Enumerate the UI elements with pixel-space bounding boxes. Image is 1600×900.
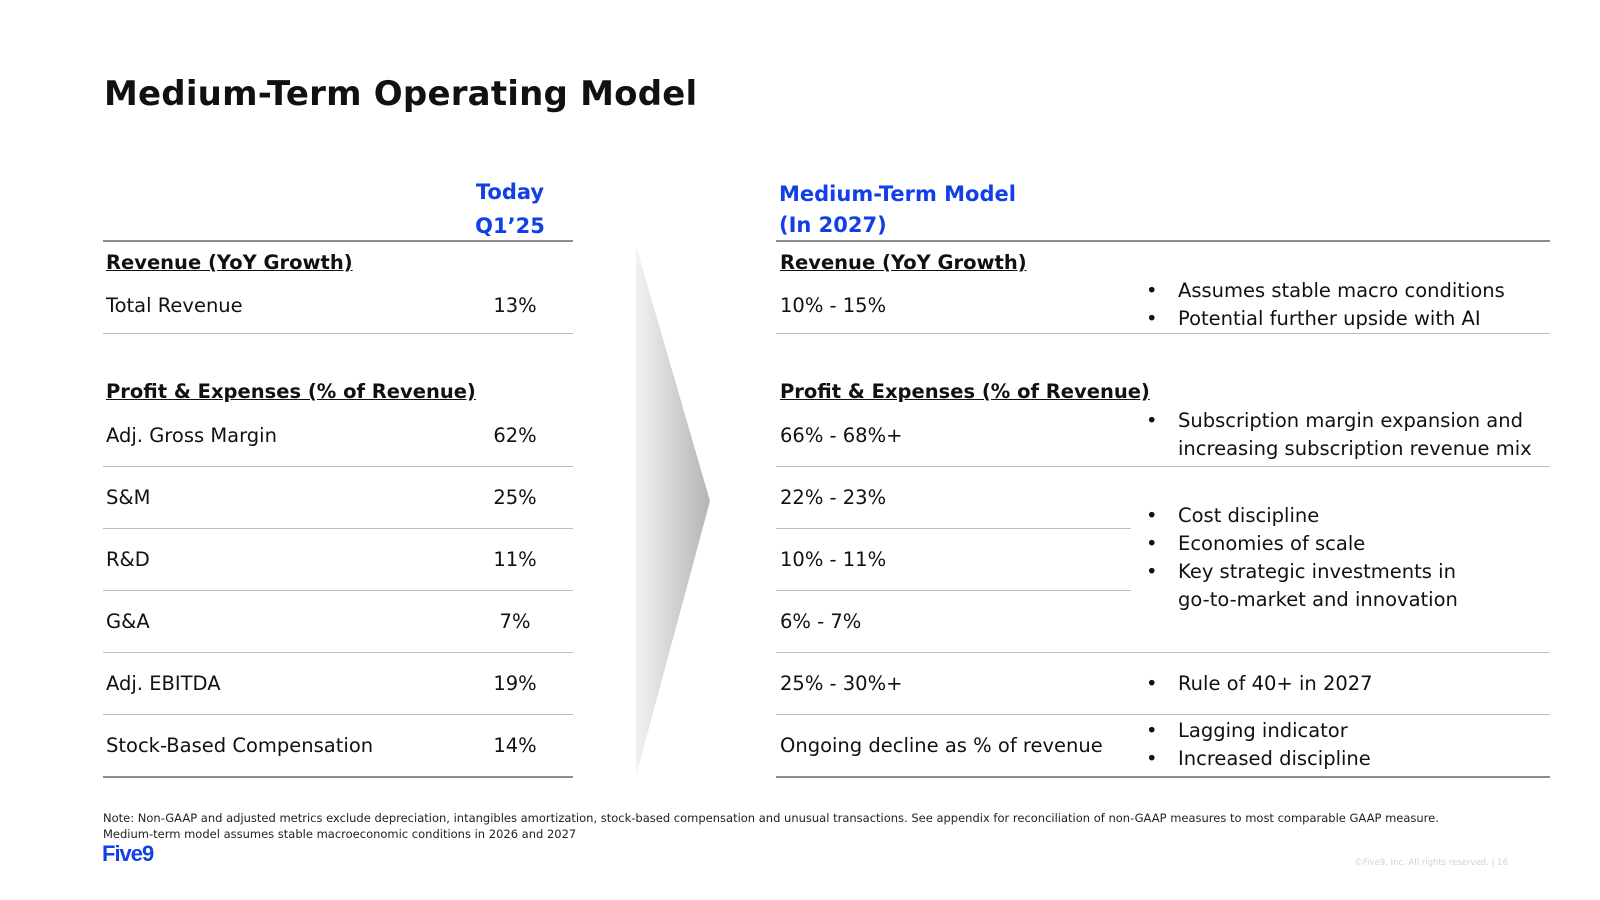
sbc-bullets — [1146, 717, 1371, 773]
right-row-value: 66% - 68%+ — [780, 424, 903, 447]
bullet-continuation: increasing subscription revenue mix — [1178, 437, 1532, 460]
left-row-value: 13% — [493, 294, 537, 317]
right-bottom-divider — [776, 776, 1550, 778]
row-divider — [776, 714, 1550, 715]
bullet-item: • Subscription margin expansion and — [1146, 407, 1523, 435]
bullet-continuation: go-to-market and innovation — [1178, 588, 1458, 611]
bullet-item: • Potential further upside with AI — [1146, 305, 1505, 333]
bullet-item: • Increased discipline — [1146, 745, 1371, 773]
right-row-value: 25% - 30%+ — [780, 672, 903, 695]
left-row-label: G&A — [106, 610, 150, 633]
row-divider — [103, 714, 573, 715]
five9-logo: Five9 — [102, 841, 154, 866]
right-header-divider — [776, 240, 1550, 242]
medium-term-column-header — [779, 179, 1016, 241]
footnote-line1: Note: Non-GAAP and adjusted metrics exclude depreciation, intangibles amortization, stock-based compensation and unusual transactions. See appendix for reconciliation of non-GAAP measures to most comparable GAAP measure. — [103, 811, 1439, 825]
bullet-item: • Rule of 40+ in 2027 — [1146, 670, 1373, 698]
right-section-profit: Profit & Expenses (% of Revenue) — [780, 380, 1150, 403]
chevron-arrow-icon — [630, 246, 716, 776]
row-divider — [103, 466, 573, 467]
copyright-text: ©Five9, Inc. All rights reserved. | 16 — [1354, 858, 1508, 868]
opex-bullets — [1146, 502, 1456, 586]
left-row-value: 11% — [493, 548, 537, 571]
left-bottom-divider — [103, 776, 573, 778]
page-title: Medium-Term Operating Model — [104, 74, 698, 114]
footnote-line2: Medium-term model assumes stable macroeconomic conditions in 2026 and 2027 — [103, 827, 577, 841]
row-divider — [776, 466, 1550, 467]
left-row-label: Adj. EBITDA — [106, 672, 221, 695]
left-section-profit: Profit & Expenses (% of Revenue) — [106, 380, 476, 403]
bullet-item: • Cost discipline — [1146, 502, 1456, 530]
row-divider — [776, 652, 1550, 653]
ebitda-bullets — [1146, 670, 1373, 698]
bullet-item: • Key strategic investments in — [1146, 558, 1456, 586]
today-header-line2: Q1’25 — [475, 214, 545, 238]
row-divider — [776, 528, 1131, 529]
model-header-line1: Medium-Term Model — [779, 182, 1016, 206]
left-row-value: 19% — [493, 672, 537, 695]
today-header-line1: Today — [475, 180, 545, 204]
left-row-value: 14% — [493, 734, 537, 757]
bullet-item: • Economies of scale — [1146, 530, 1456, 558]
left-section-revenue: Revenue (YoY Growth) — [106, 251, 353, 274]
row-divider — [103, 590, 573, 591]
row-divider — [103, 652, 573, 653]
right-row-value: 22% - 23% — [780, 486, 887, 509]
footnote — [103, 810, 1439, 842]
bullet-item: • Assumes stable macro conditions — [1146, 277, 1505, 305]
right-row-value: 10% - 15% — [780, 294, 887, 317]
left-row-value: 62% — [493, 424, 537, 447]
left-row-label: Adj. Gross Margin — [106, 424, 277, 447]
left-row-label: S&M — [106, 486, 151, 509]
left-header-divider — [103, 240, 573, 242]
right-row-value: Ongoing decline as % of revenue — [780, 734, 1103, 757]
left-row-label: Total Revenue — [106, 294, 243, 317]
left-row-label: R&D — [106, 548, 150, 571]
row-divider — [103, 333, 573, 334]
row-divider — [776, 590, 1131, 591]
left-row-value: 25% — [493, 486, 537, 509]
today-column-header — [470, 175, 550, 243]
right-section-revenue: Revenue (YoY Growth) — [780, 251, 1027, 274]
right-row-value: 10% - 11% — [780, 548, 887, 571]
left-row-value: 7% — [499, 610, 531, 633]
bullet-item: • Lagging indicator — [1146, 717, 1371, 745]
margin-bullets — [1146, 407, 1523, 435]
row-divider — [776, 333, 1550, 334]
model-header-line2: (In 2027) — [779, 213, 887, 237]
left-row-label: Stock-Based Compensation — [106, 734, 374, 757]
row-divider — [103, 528, 573, 529]
revenue-bullets — [1146, 277, 1505, 333]
right-row-value: 6% - 7% — [780, 610, 862, 633]
